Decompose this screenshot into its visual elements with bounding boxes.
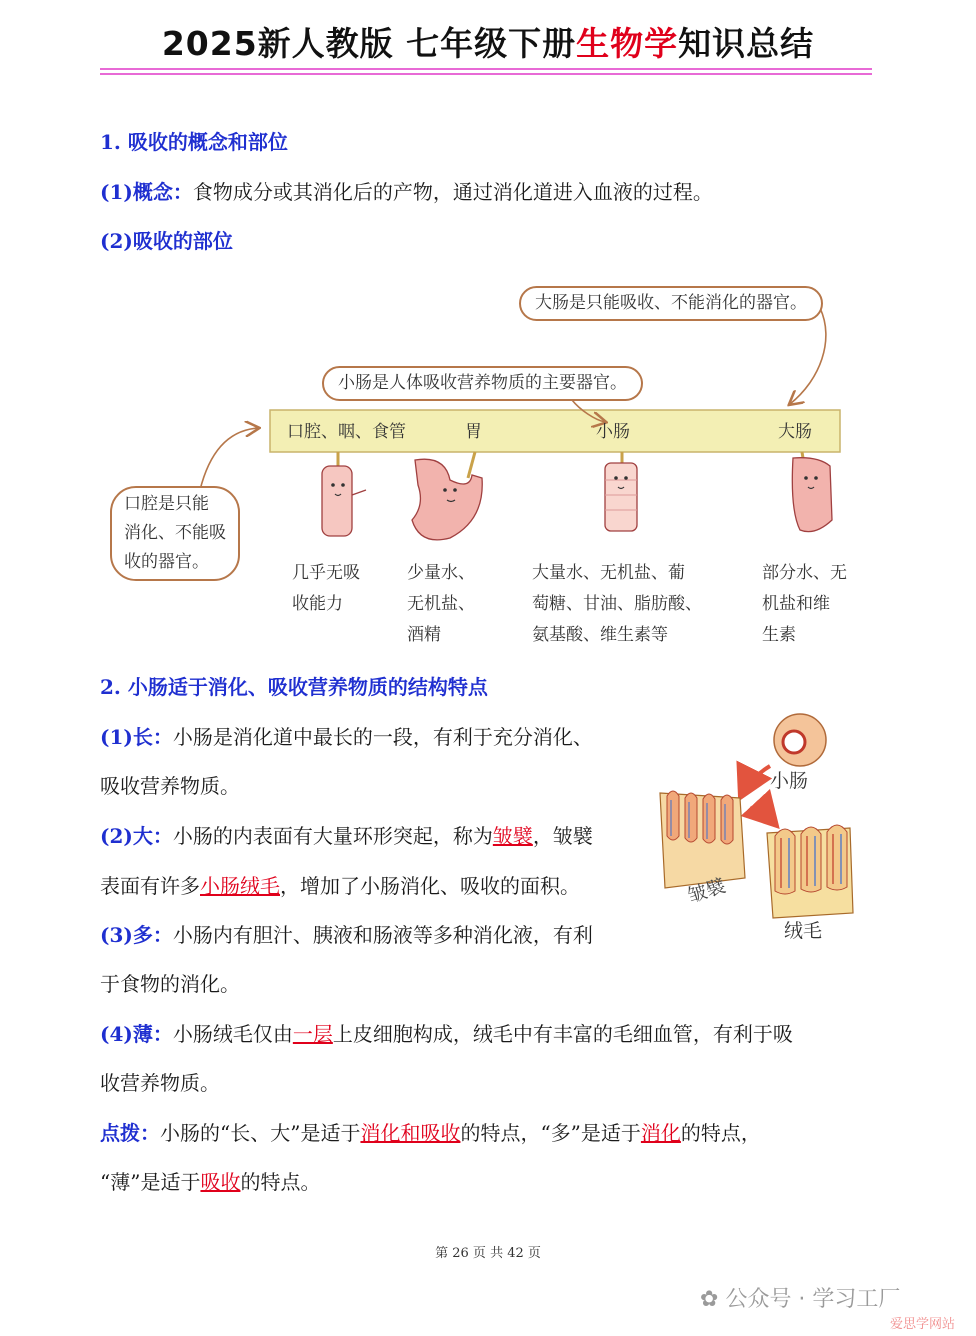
site-watermark: 爱思学网站 — [890, 1317, 956, 1332]
title-rule-top — [100, 68, 872, 70]
villi-block-figure — [767, 825, 853, 918]
arrow-to-large-intestine — [790, 308, 826, 404]
bar-label-small-intestine: 小肠 — [596, 422, 630, 442]
large-intestine-bubble: 大肠是只能吸收、不能消化的器官。 — [519, 286, 823, 321]
esophagus-figure — [322, 466, 366, 536]
point-many-line1: (3)多：小肠内有胆汁、胰液和肠液等多种消化液，有利 — [100, 923, 593, 947]
bar-label-esophagus: 口腔、咽、食管 — [287, 422, 406, 442]
wechat-icon: ✿ — [700, 1287, 719, 1312]
label-fold: 皱襞 — [685, 874, 729, 908]
tip-line1: 点拨：小肠的“长、大”是适于消化和吸收的特点，“多”是适于消化的特点， — [100, 1121, 761, 1145]
note-stomach: 少量水、 无机盐、 酒精 — [407, 563, 475, 645]
concept-paragraph: (1)概念：食物成分或其消化后的产物，通过消化道进入血液的过程。 — [100, 180, 713, 204]
arrow-to-mouth — [200, 428, 258, 490]
absorption-site-diagram — [100, 280, 860, 660]
page-number: 第 26 页 共 42 页 — [435, 1246, 541, 1261]
intestine-cross-section-icon — [774, 714, 826, 766]
page-title: 2025新人教版 七年级下册生物学知识总结 — [161, 24, 815, 63]
point-long-line2: 吸收营养物质。 — [100, 774, 240, 798]
account-watermark: ✿ 公众号 · 学习工厂 — [700, 1287, 901, 1312]
intestine-structure-figure — [655, 708, 865, 948]
note-large-intestine: 部分水、无 机盐和维 生素 — [762, 563, 847, 645]
point-thin-line2: 收营养物质。 — [100, 1071, 220, 1095]
bar-label-large-intestine: 大肠 — [778, 422, 812, 442]
mouth-bubble: 口腔是只能 消化、不能吸 收的器官。 — [110, 486, 240, 581]
tip-line2: “薄”是适于吸收的特点。 — [100, 1170, 321, 1194]
note-small-intestine: 大量水、无机盐、葡 萄糖、甘油、脂肪酸、 氨基酸、维生素等 — [532, 563, 702, 645]
fold-block-figure — [660, 791, 745, 888]
arrow-to-fold — [740, 766, 770, 798]
stomach-figure — [412, 459, 482, 540]
bar-label-stomach: 胃 — [465, 422, 482, 442]
small-intestine-figure — [605, 463, 637, 531]
point-long-line1: (1)长：小肠是消化道中最长的一段，有利于充分消化、 — [100, 725, 593, 749]
point-large-line1: (2)大：小肠的内表面有大量环形突起，称为皱襞，皱襞 — [100, 824, 593, 848]
note-esophagus: 几乎无吸 收能力 — [292, 563, 360, 614]
label-villi: 绒毛 — [784, 920, 823, 942]
label-small-intestine: 小肠 — [770, 770, 809, 792]
point-many-line2: 于食物的消化。 — [100, 972, 240, 996]
section2-heading: 2. 小肠适于消化、吸收营养物质的结构特点 — [100, 675, 488, 699]
title-rule-bottom — [100, 73, 872, 75]
arrow-to-villi — [750, 808, 777, 826]
point-thin-line1: (4)薄：小肠绒毛仅由一层上皮细胞构成，绒毛中有丰富的毛细血管，有利于吸 — [100, 1022, 793, 1046]
point-large-line2: 表面有许多小肠绒毛，增加了小肠消化、吸收的面积。 — [100, 874, 580, 898]
section1-heading: 1. 吸收的概念和部位 — [100, 130, 288, 154]
absorption-site-heading: (2)吸收的部位 — [100, 229, 233, 253]
small-intestine-bubble: 小肠是人体吸收营养物质的主要器官。 — [322, 366, 643, 401]
large-intestine-figure — [792, 458, 832, 532]
